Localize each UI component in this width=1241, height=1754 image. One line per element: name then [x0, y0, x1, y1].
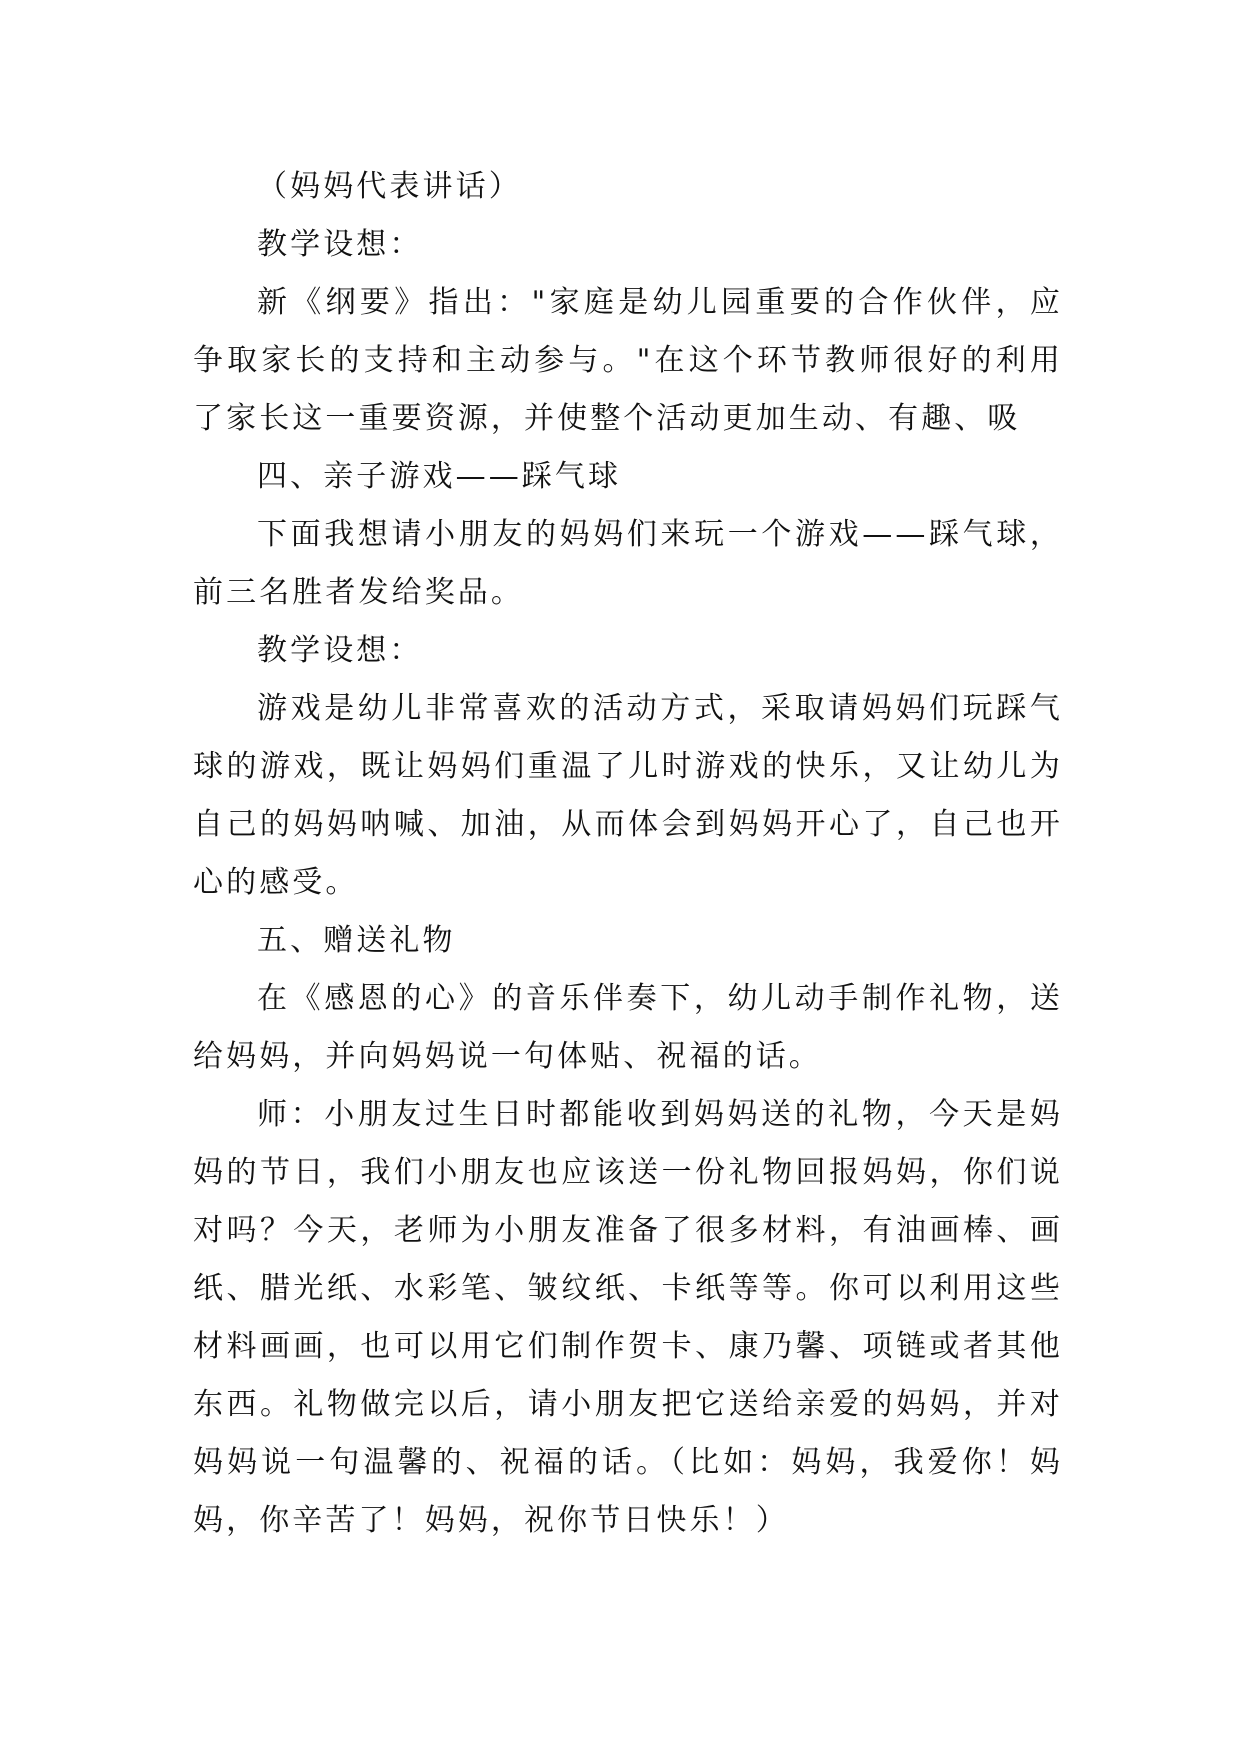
paragraph-mother-speech: （妈妈代表讲话） — [257, 169, 522, 204]
paragraph-teaching-idea-heading-2: 教学设想： — [257, 633, 423, 668]
paragraph-balloon-game: 下面我想请小朋友的妈妈们来玩一个游戏——踩气球，前三名胜者发给奖品。 — [193, 517, 1063, 610]
paragraph-teaching-idea-heading: 教学设想： — [257, 227, 423, 262]
document-body — [193, 158, 1063, 1550]
paragraph-outline-quote: 新《纲要》指出："家庭是幼儿园重要的合作伙伴，应争取家长的支持和主动参与。"在这个环节教师很好的利用了家长这一重要资源，并使整个活动更加生动、有趣、吸 — [193, 285, 1063, 436]
paragraph-game-rationale: 游戏是幼儿非常喜欢的活动方式，采取请妈妈们玩踩气球的游戏，既让妈妈们重温了儿时游戏的快乐，又让幼儿为自己的妈妈呐喊、加油，从而体会到妈妈开心了，自己也开心的感受。 — [193, 691, 1063, 900]
section-heading-parent-child-game: 四、亲子游戏——踩气球 — [257, 459, 622, 494]
paragraph-grateful-heart: 在《感恩的心》的音乐伴奏下，幼儿动手制作礼物，送给妈妈，并向妈妈说一句体贴、祝福的话。 — [193, 981, 1063, 1074]
section-heading-gifts: 五、赠送礼物 — [257, 923, 456, 958]
paragraph-teacher-speech: 师：小朋友过生日时都能收到妈妈送的礼物，今天是妈妈的节日，我们小朋友也应该送一份礼物回报妈妈，你们说对吗？今天，老师为小朋友准备了很多材料，有油画棒、画纸、腊光纸、水彩笔、皱纹纸、卡纸等等。你可以利用这些材料画画，也可以用它们制作贺卡、康乃馨、项链或者其他东西。礼物做完以后，请小朋友把它送给亲爱的妈妈，并对妈妈说一句温馨的、祝福的话。（比如：妈妈，我爱你！妈妈，你辛苦了！妈妈，祝你节日快乐！） — [193, 1097, 1063, 1538]
